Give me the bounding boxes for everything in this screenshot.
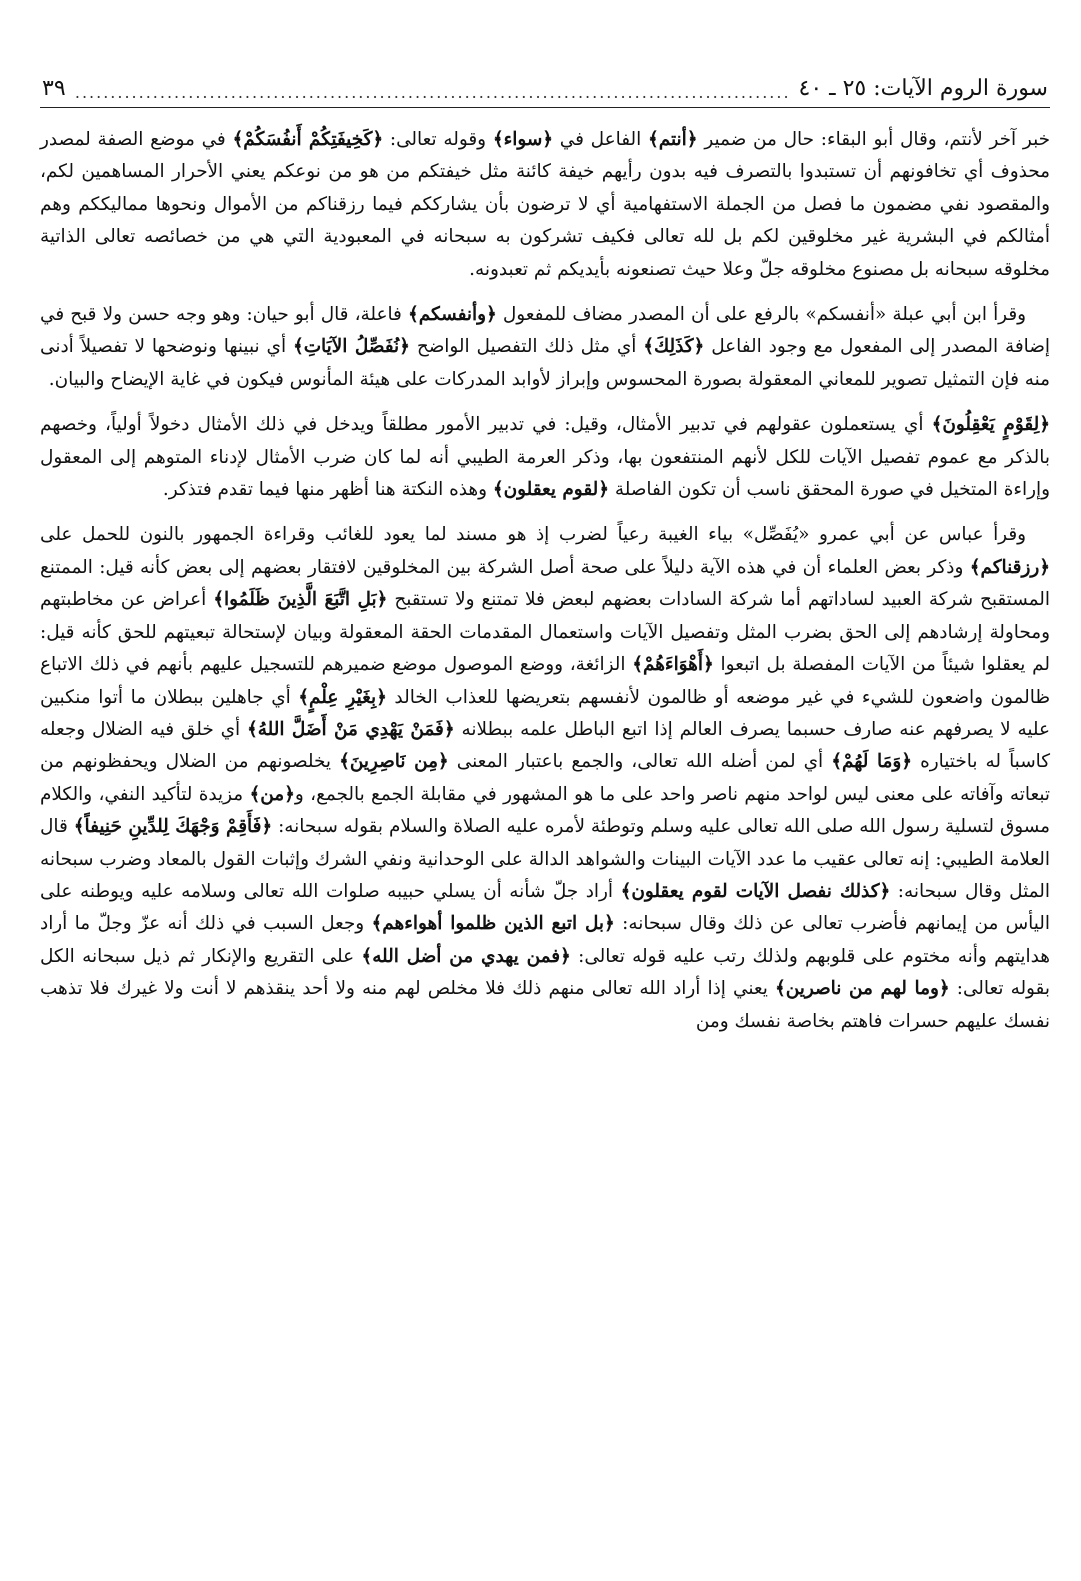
- paragraph: [40, 124, 1050, 286]
- quran-quote: ﴿بل اتبع الذين ظلموا أهواءهم﴾: [371, 913, 615, 935]
- quran-quote: ﴿لقوم يعقلون﴾: [492, 479, 609, 501]
- quran-quote: ﴿مِن نَاصِرِينَ﴾: [339, 751, 449, 773]
- quran-quote: ﴿فمن يهدي من أضل الله﴾: [361, 945, 571, 967]
- quran-quote: ﴿فَأَقِمْ وَجْهَكَ لِلدِّينِ حَنِيفاً﴾: [73, 816, 273, 838]
- text-run: أي نبينها ونوضحها لا تفصيلاً أدنى منه فإن التمثيل تصوير للمعاني المعقولة بصورة المحسوس وإبراز لأوابد المدركات على هيئة المأنوس فيكون في غاية الإيضاح والبيان.: [40, 336, 1050, 390]
- text-run: يخلصونهم من الضلال ويحفظونهم من تبعاته وآفاته على معنى ليس لواحد منهم ناصر واحد على ما هو المشهور في مقابلة الجمع بالجمع، و: [40, 751, 1050, 805]
- text-run: يعني إذا أراد الله تعالى منهم ذلك فلا مخلص لهم منه ولا أحد ينقذهم لا أنت ولا غيرك فلا تذهب نفسك عليهم حسرات فاهتم بخاصة نفسك ومن: [40, 978, 1050, 1032]
- quran-quote: ﴿فَمَنْ يَهْدِي مَنْ أَضَلَّ اللهُ﴾: [247, 718, 455, 740]
- text-run: أي جاهلين ببطلان ما أتوا منكبين عليه لا يصرفهم عنه صارف حسبما يصرف العالم إذا اتبع الباطل علمه ببطلانه: [40, 686, 1050, 740]
- quran-quote: ﴿وأنفسكم﴾: [408, 304, 497, 326]
- text-run: مزيدة لتأكيد النفي، والكلام مسوق لتسلية رسول الله صلى الله تعالى عليه وسلم وتوطئة لأمره عليه الصلاة والسلام بقوله سبحانه:: [40, 783, 1050, 838]
- page-number: ٣٩: [42, 76, 66, 101]
- text-run: قال العلامة الطيبي: إنه تعالى عقيب ما عدد الآيات البينات والشواهد الدالة على الوحدانية ونفي الشرك وإثبات القول بالمعاد وضرب سبحانه المثل وقال سبحانه:: [40, 816, 1050, 902]
- quran-quote: ﴿نُفَصِّلُ الآيَاتِ﴾: [292, 336, 410, 358]
- text-run: وهذه النكتة هنا أظهر منها فيما تقدم فتذكر.: [162, 479, 493, 501]
- quran-quote: ﴿وَمَا لَهُمْ﴾: [831, 751, 913, 773]
- quran-quote: ﴿أَهْوَاءَهُمْ﴾: [632, 654, 714, 676]
- quran-quote: ﴿سواء﴾: [492, 129, 554, 150]
- text-run: على التقريع والإنكار ثم ذيل سبحانه الكل بقوله تعالى:: [40, 945, 1050, 1000]
- quran-quote: ﴿بِغَيْرِ عِلْمٍ﴾: [298, 686, 387, 708]
- text-run: أعراض عن مخاطبتهم ومحاولة إرشادهم إلى الحق بضرب المثل وتفصيل الآيات واستعمال المقدمات الحقة المعقولة وبيان لإستحالة تبعيتهم للحق كأنه قيل: لم يعقلوا شيئاً من الآيات المفصلة بل اتبعوا: [40, 589, 1050, 676]
- quran-quote: ﴿لِقَوْمٍ يَعْقِلُونَ﴾: [931, 414, 1051, 436]
- text-run: أي يستعملون عقولهم في تدبير الأمثال، وقيل: في تدبير الأمور مطلقاً ويدخل في ذلك الأمثال دخولاً أولياً، وخصهم بالذكر مع عموم تفصيل الآيات للكل لأنهم المنتفعون بها، وذكر العرمة الطيبي أنه لما كان ضرب الأمثال لإدناء المتوهم إلى المعقول وإراءة المتخيل في صورة المحقق ناسب أن تكون الفاصلة: [40, 414, 1050, 501]
- surah-title: سورة الروم الآيات: ٢٥ ـ ٤٠: [798, 76, 1048, 101]
- quran-quote: ﴿رزقناكم﴾: [969, 556, 1050, 578]
- quran-quote: ﴿كَذَلِكَ﴾: [643, 336, 705, 358]
- text-run: وقرأ ابن أبي عبلة «أنفسكم» بالرفع على أن المصدر مضاف للمفعول: [496, 304, 1026, 326]
- commentary-text: [40, 124, 1050, 1038]
- text-run: أي خلق فيه الضلال وجعله كاسباً له باختياره: [40, 718, 1050, 773]
- text-run: أي مثل ذلك التفصيل الواضح: [409, 336, 644, 358]
- text-run: فاعلة، قال أبو حيان: وهو وجه حسن ولا قبح في إضافة المصدر إلى المفعول مع وجود الفاعل: [40, 304, 1050, 358]
- paragraph: [40, 519, 1050, 1038]
- text-run: الفاعل في: [553, 129, 648, 150]
- dot-leader: [74, 83, 791, 103]
- quran-quote: ﴿بَلِ اتَّبَعَ الَّذِينَ ظَلَمُوا﴾: [213, 589, 388, 611]
- text-run: وقوله تعالى:: [383, 129, 493, 150]
- quran-quote: ﴿وما لهم من ناصرين﴾: [775, 978, 950, 1000]
- text-run: وجعل السبب في ذلك أنه عزّ وجلّ ما أراد هدايتهم وأنه مختوم على قلوبهم ولذلك رتب عليه قوله تعالى:: [40, 913, 1050, 967]
- paragraph: [40, 299, 1050, 396]
- quran-quote: ﴿كَخِيفَتِكُمْ أَنفُسَكُمْ﴾: [232, 129, 384, 150]
- text-run: الزائغة، ووضع الموصول موضع ضميرهم للتسجيل عليهم بأنهم في ذلك الاتباع ظالمون واضعون للشيء في غير موضعه أو ظالمون لأنفسهم بتعريضها للعذاب الخالد: [40, 654, 1050, 708]
- quran-quote: ﴿من﴾: [249, 783, 295, 805]
- paragraph: [40, 409, 1050, 506]
- quran-quote: ﴿أنتم﴾: [647, 129, 698, 150]
- text-run: وقرأ عباس عن أبي عمرو «يُفَصِّل» بياء الغيبة رعياً لضرب إذ هو مسند لما يعود للغائب وقراءة الجمهور بالنون للحمل على: [40, 524, 1026, 546]
- text-run: في موضع الصفة لمصدر محذوف أي تخافونهم أن تستبدوا بالتصرف فيه بدون رأيهم خيفة كائنة مثل خيفتكم من هو من نوعكم يعني الأحرار المساهمين لكم، والمقصود نفي مضمون ما فصل من الجملة الاستفهامية أي لا ترضون بأن يشارككم فيما رزقناكم من الأموال ونحوها مماليككم وهم أمثالكم في البشرية غير مخلوقين لكم بل لله تعالى فكيف تشركون به سبحانه في المعبودية التي هي من خصائصه تعالى الذاتية مخلوقه سبحانه بل مصنوع مخلوقه جلّ وعلا حيث تصنعونه بأيديكم ثم تعبدونه.: [40, 129, 1050, 280]
- text-run: خبر آخر لأنتم، وقال أبو البقاء: حال من ضمير: [697, 129, 1050, 150]
- running-header: [40, 70, 1050, 108]
- text-run: أراد جلّ شأنه أن يسلي حبيبه صلوات الله تعالى وسلامه عليه ويوطنه على اليأس من إيمانهم فأضرب تعالى عن ذلك وقال سبحانه:: [40, 880, 1050, 935]
- text-run: وذكر بعض العلماء أن في هذه الآية دليلاً على صحة أصل الشركة بين المخلوقين لافتقار بعضهم إلى بعض كأنه قيل: الممتنع المستقبح شركة العبيد لساداتهم أما شركة السادات بعضهم لبعض فلا تمتنع ولا تستقبح: [40, 556, 1050, 611]
- text-run: أي لمن أضله الله تعالى، والجمع باعتبار المعنى: [448, 751, 832, 773]
- quran-quote: ﴿كذلك نفصل الآيات لقوم يعقلون﴾: [620, 880, 891, 902]
- book-page: [40, 70, 1050, 1560]
